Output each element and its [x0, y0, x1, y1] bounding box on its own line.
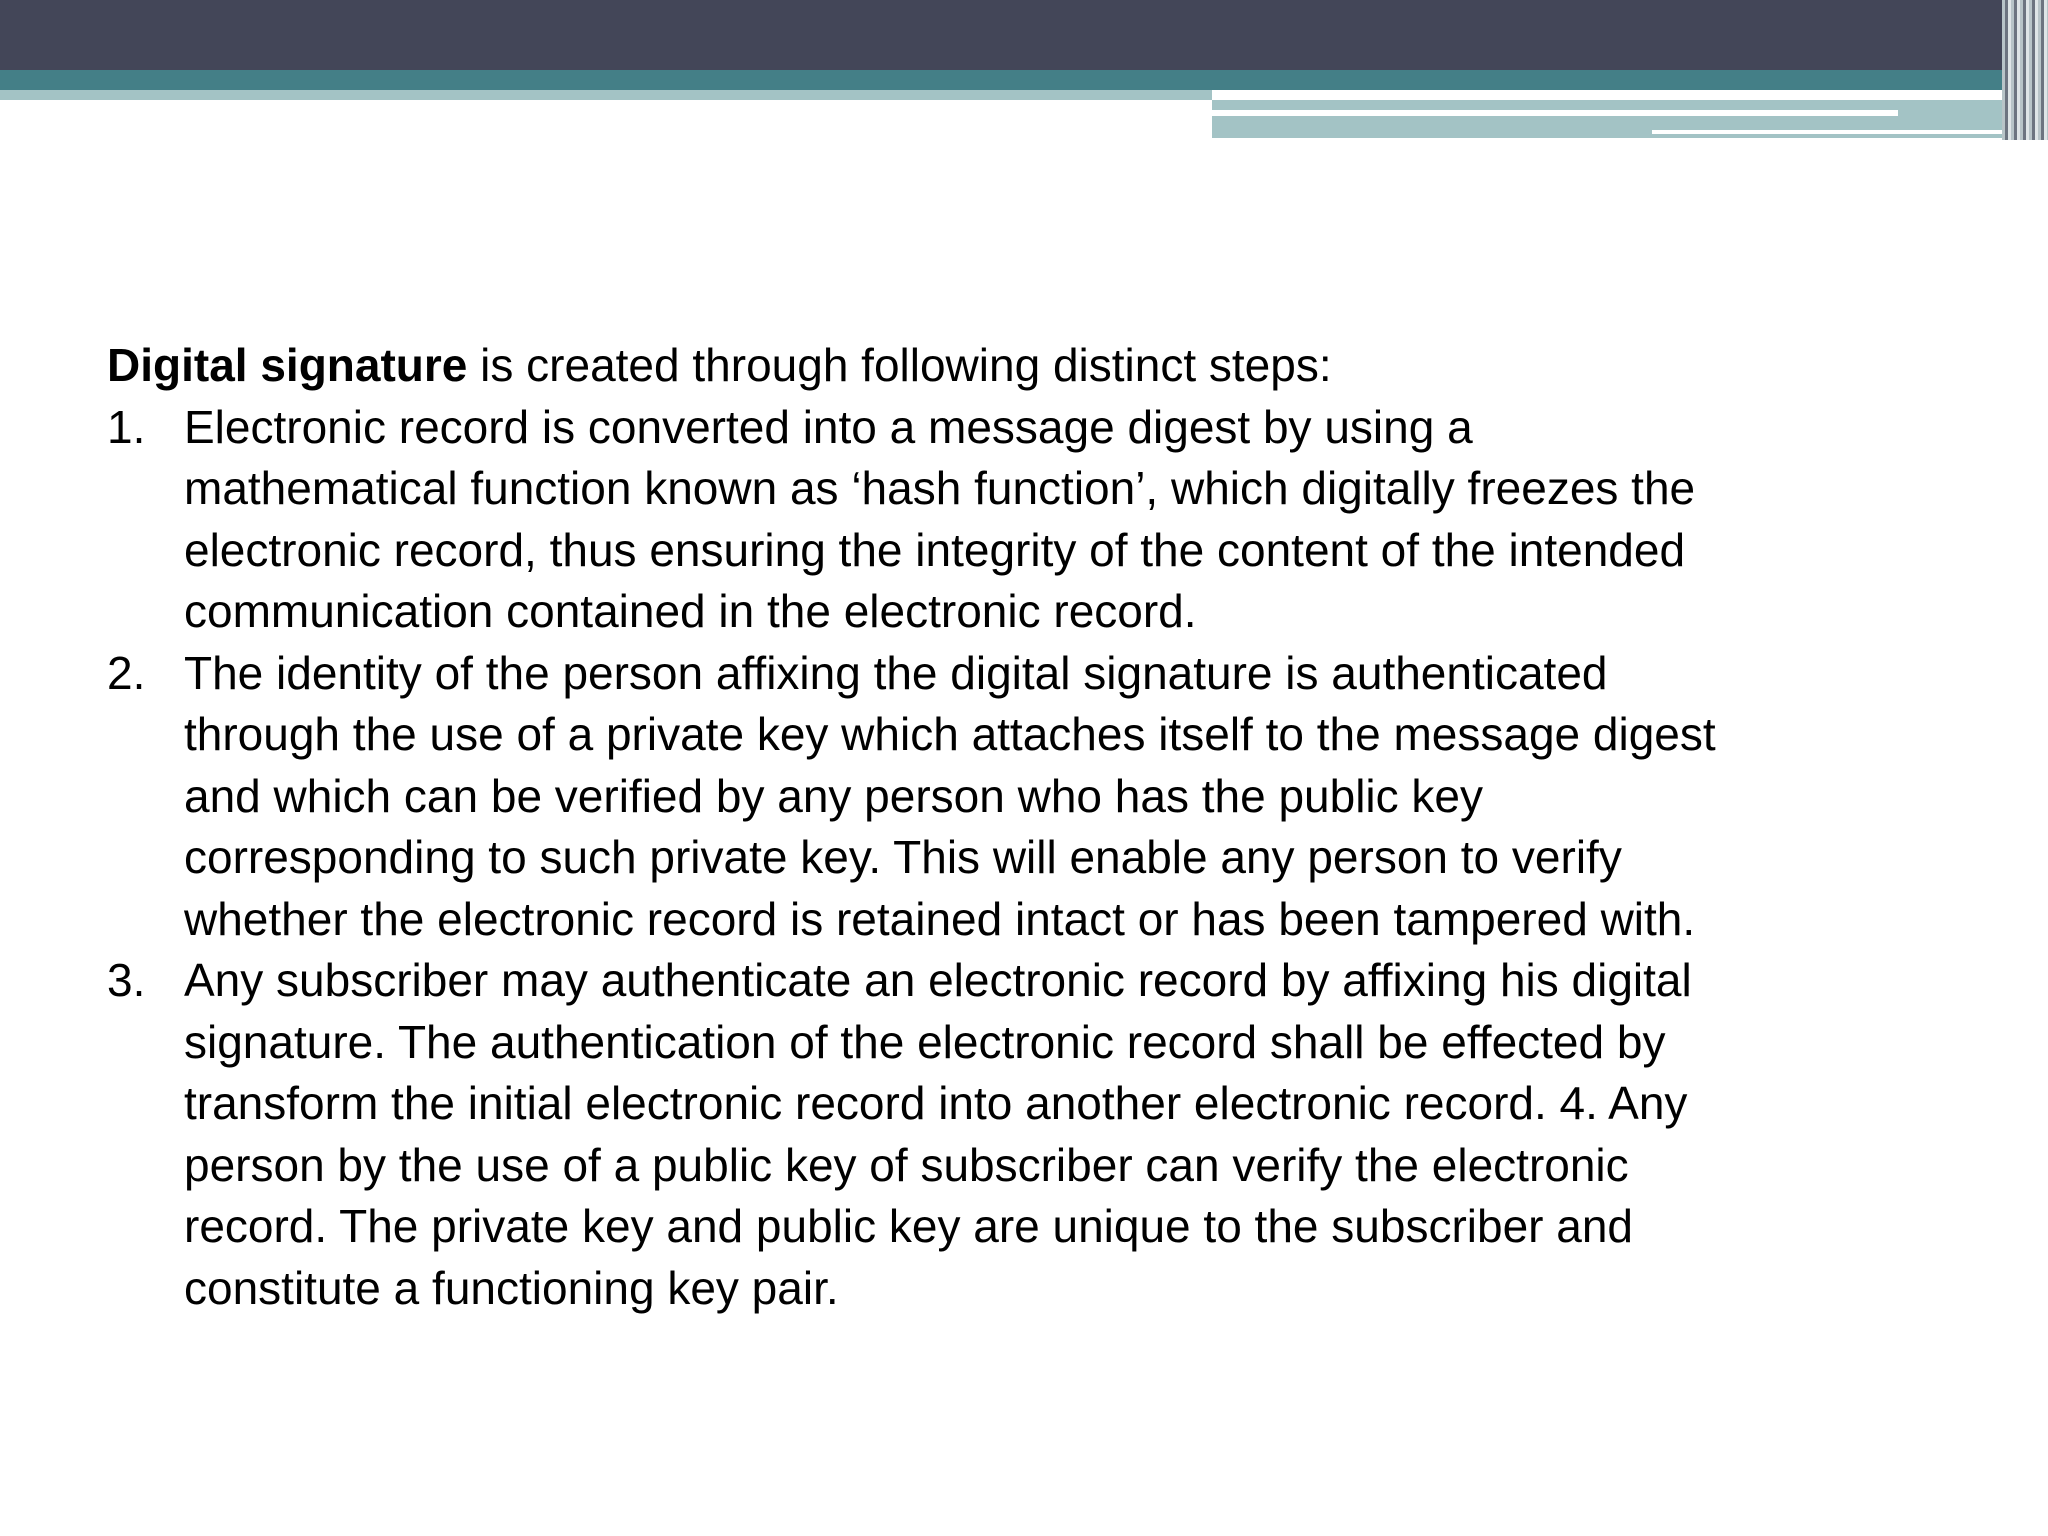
header-light-bar-left: [0, 90, 1212, 100]
list-item: [107, 643, 1727, 951]
header-teal-bar: [0, 70, 2048, 90]
step-text: Any subscriber may authenticate an electronic record by affixing his digital signature. The authentication of the electronic record shall be effected by transform the initial electronic record into another electronic record. 4. Any person by the use of a public key of subscriber can verify the electronic record. The private key and public key are unique to the subscriber and constitute a functioning key pair.: [184, 954, 1692, 1314]
step-text: Electronic record is converted into a message digest by using a mathematical function known as ‘hash function’, which digitally freezes the electronic record, thus ensuring the integrity of the content of the intended communication contained in the electronic record.: [184, 400, 1696, 637]
intro-bold-term: Digital signature: [107, 339, 468, 391]
header-dark-bar: [0, 0, 2048, 70]
steps-list: [107, 397, 1727, 1320]
header-edge-stripes: [2002, 0, 2048, 140]
step-number: 2.: [107, 646, 146, 699]
slide-body: [107, 335, 1727, 1319]
header-white-line-2: [1652, 130, 2002, 134]
intro-line: [107, 335, 1727, 397]
list-item: [107, 950, 1727, 1319]
step-number: 3.: [107, 954, 146, 1006]
intro-text: is created through following distinct steps:: [467, 339, 1332, 391]
step-text: The identity of the person affixing the digital signature is authenticated through the use of a private key which attaches itself to the message digest and which can be verified by any person who has the public key corresponding to such private key. This will enable any person to verify whether the electronic record is retained intact or has been tampered with.: [184, 646, 1716, 945]
step-number: 1.: [107, 400, 146, 453]
list-item: [107, 397, 1727, 643]
header-white-line: [1212, 110, 1898, 116]
